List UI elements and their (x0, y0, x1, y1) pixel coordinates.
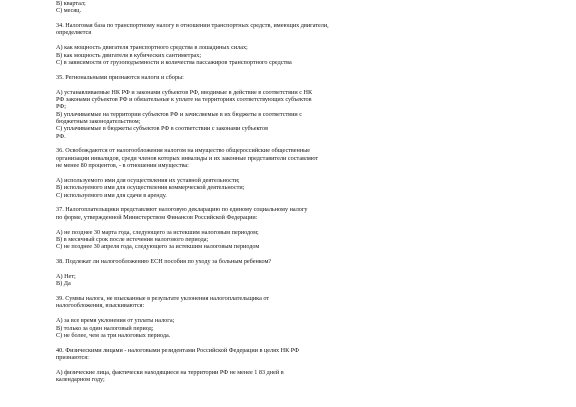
answer-line: РФ законами субъектов РФ и обязательные к уплате на территориях соответствующих субъектов (56, 96, 312, 104)
answer-line: В) как мощность двигателя в кубических сантиметрах; (56, 51, 202, 59)
answer-line: В) квартал; (56, 0, 86, 7)
answer-line: А) физические лица, фактически находящиеся на территории РФ не менее 1 83 дней в (56, 369, 284, 376)
question-text-line: 35. Региональными признаются налоги и сборы: (56, 73, 184, 81)
answer-line: В) уплачиваемые на территории субъектов РФ и зачисляемые в их бюджеты в соответствии с (56, 110, 302, 118)
answer-line: РФ; (56, 103, 66, 111)
document-page (56, 0, 396, 384)
question-block (56, 22, 396, 66)
answer-line: А) за все время уклонения от уплаты налога; (56, 317, 175, 325)
question-text-line: 34. Налоговая база по транспортному налогу в отношении транспортных средств, имеющих двигатели, (56, 22, 329, 30)
spacer (56, 37, 396, 45)
answer-line: С) не более, чем за три налоговых периода. (56, 331, 171, 339)
answer-line: А) не позднее 30 марта года, следующего за истекшим налоговым периодом; (56, 228, 259, 236)
spacer (56, 265, 396, 273)
question-block (56, 147, 396, 198)
spacer (56, 169, 396, 177)
spacer (56, 66, 396, 74)
question-text-line: не менее 80 процентов, - в отношении имущества: (56, 162, 189, 170)
spacer (56, 221, 396, 229)
answer-line: С) уплачиваемые в бюджеты субъектов РФ в соответствии с законами субъектов (56, 125, 269, 133)
answer-line: А) устанавливаемые НК РФ и законами субъектов РФ, вводимые в действие в соответствии с НК (56, 88, 313, 96)
answer-line: В) только за один налоговый период; (56, 324, 154, 332)
question-block (56, 206, 396, 250)
answer-line: В) используемого ими для осуществления коммерческой деятельности; (56, 184, 245, 192)
question-text-line: по форме, утвержденной Министерством Финансов Российской Федерации: (56, 213, 258, 221)
answer-line: бюджетным законодательством; (56, 117, 141, 125)
spacer (56, 310, 396, 318)
spacer (56, 140, 396, 148)
spacer (56, 339, 396, 347)
spacer (56, 15, 396, 23)
question-text-line: 36. Освобождаются от налогообложения налогом на имущество общероссийские общественные (56, 147, 311, 155)
spacer (56, 288, 396, 296)
answer-line: В) Да (56, 280, 71, 288)
question-block (56, 258, 396, 287)
answer-line: А) используемого ими для осуществления их уставной деятельности; (56, 176, 240, 184)
question-text-line: 37. Налогоплательщики представляют налоговую декларацию по единому социальному налогу (56, 206, 308, 214)
spacer (56, 81, 396, 89)
question-text-line: организации инвалидов, среди членов которых инвалиды и их законные представители составляют (56, 154, 319, 162)
answer-line: В) в месячный срок после истечения налогового периода; (56, 235, 209, 243)
question-text-line: 40. Физическими лицами - налоговыми резидентами Российской Федерации в целях НК РФ (56, 346, 299, 354)
question-text-line: налогообложения, взыскиваются: (56, 302, 145, 310)
question-text-line: 38. Подлежат ли налогообложению ЕСН пособия по уходу за больным ребенком? (56, 258, 272, 266)
spacer (56, 199, 396, 207)
answer-line: С) не позднее 30 апреля года, следующего за истекшим налоговым периодом (56, 243, 260, 251)
question-text-line: 39. Суммы налога, не взысканные в результате уклонения налогоплательщика от (56, 295, 270, 303)
answer-line: А) Нет; (56, 272, 76, 280)
answer-line: С) используемого ими для сдачи в аренду. (56, 191, 167, 199)
answer-line: С) в зависимости от грузоподъемности и количества пассажиров транспортного средства (56, 58, 292, 66)
spacer (56, 361, 396, 369)
answer-line: А) как мощность двигателя транспортного средства в лошадиных силах; (56, 44, 248, 52)
question-block (56, 295, 396, 339)
spacer (56, 250, 396, 258)
answer-line: С) месяц. (56, 7, 82, 15)
question-text-line: признаются: (56, 354, 89, 362)
answer-line: календарном году; (56, 376, 105, 384)
question-block (56, 347, 396, 384)
question-text-line: определяется (56, 29, 92, 37)
question-block (56, 74, 396, 140)
answer-line: РФ. (56, 132, 66, 140)
